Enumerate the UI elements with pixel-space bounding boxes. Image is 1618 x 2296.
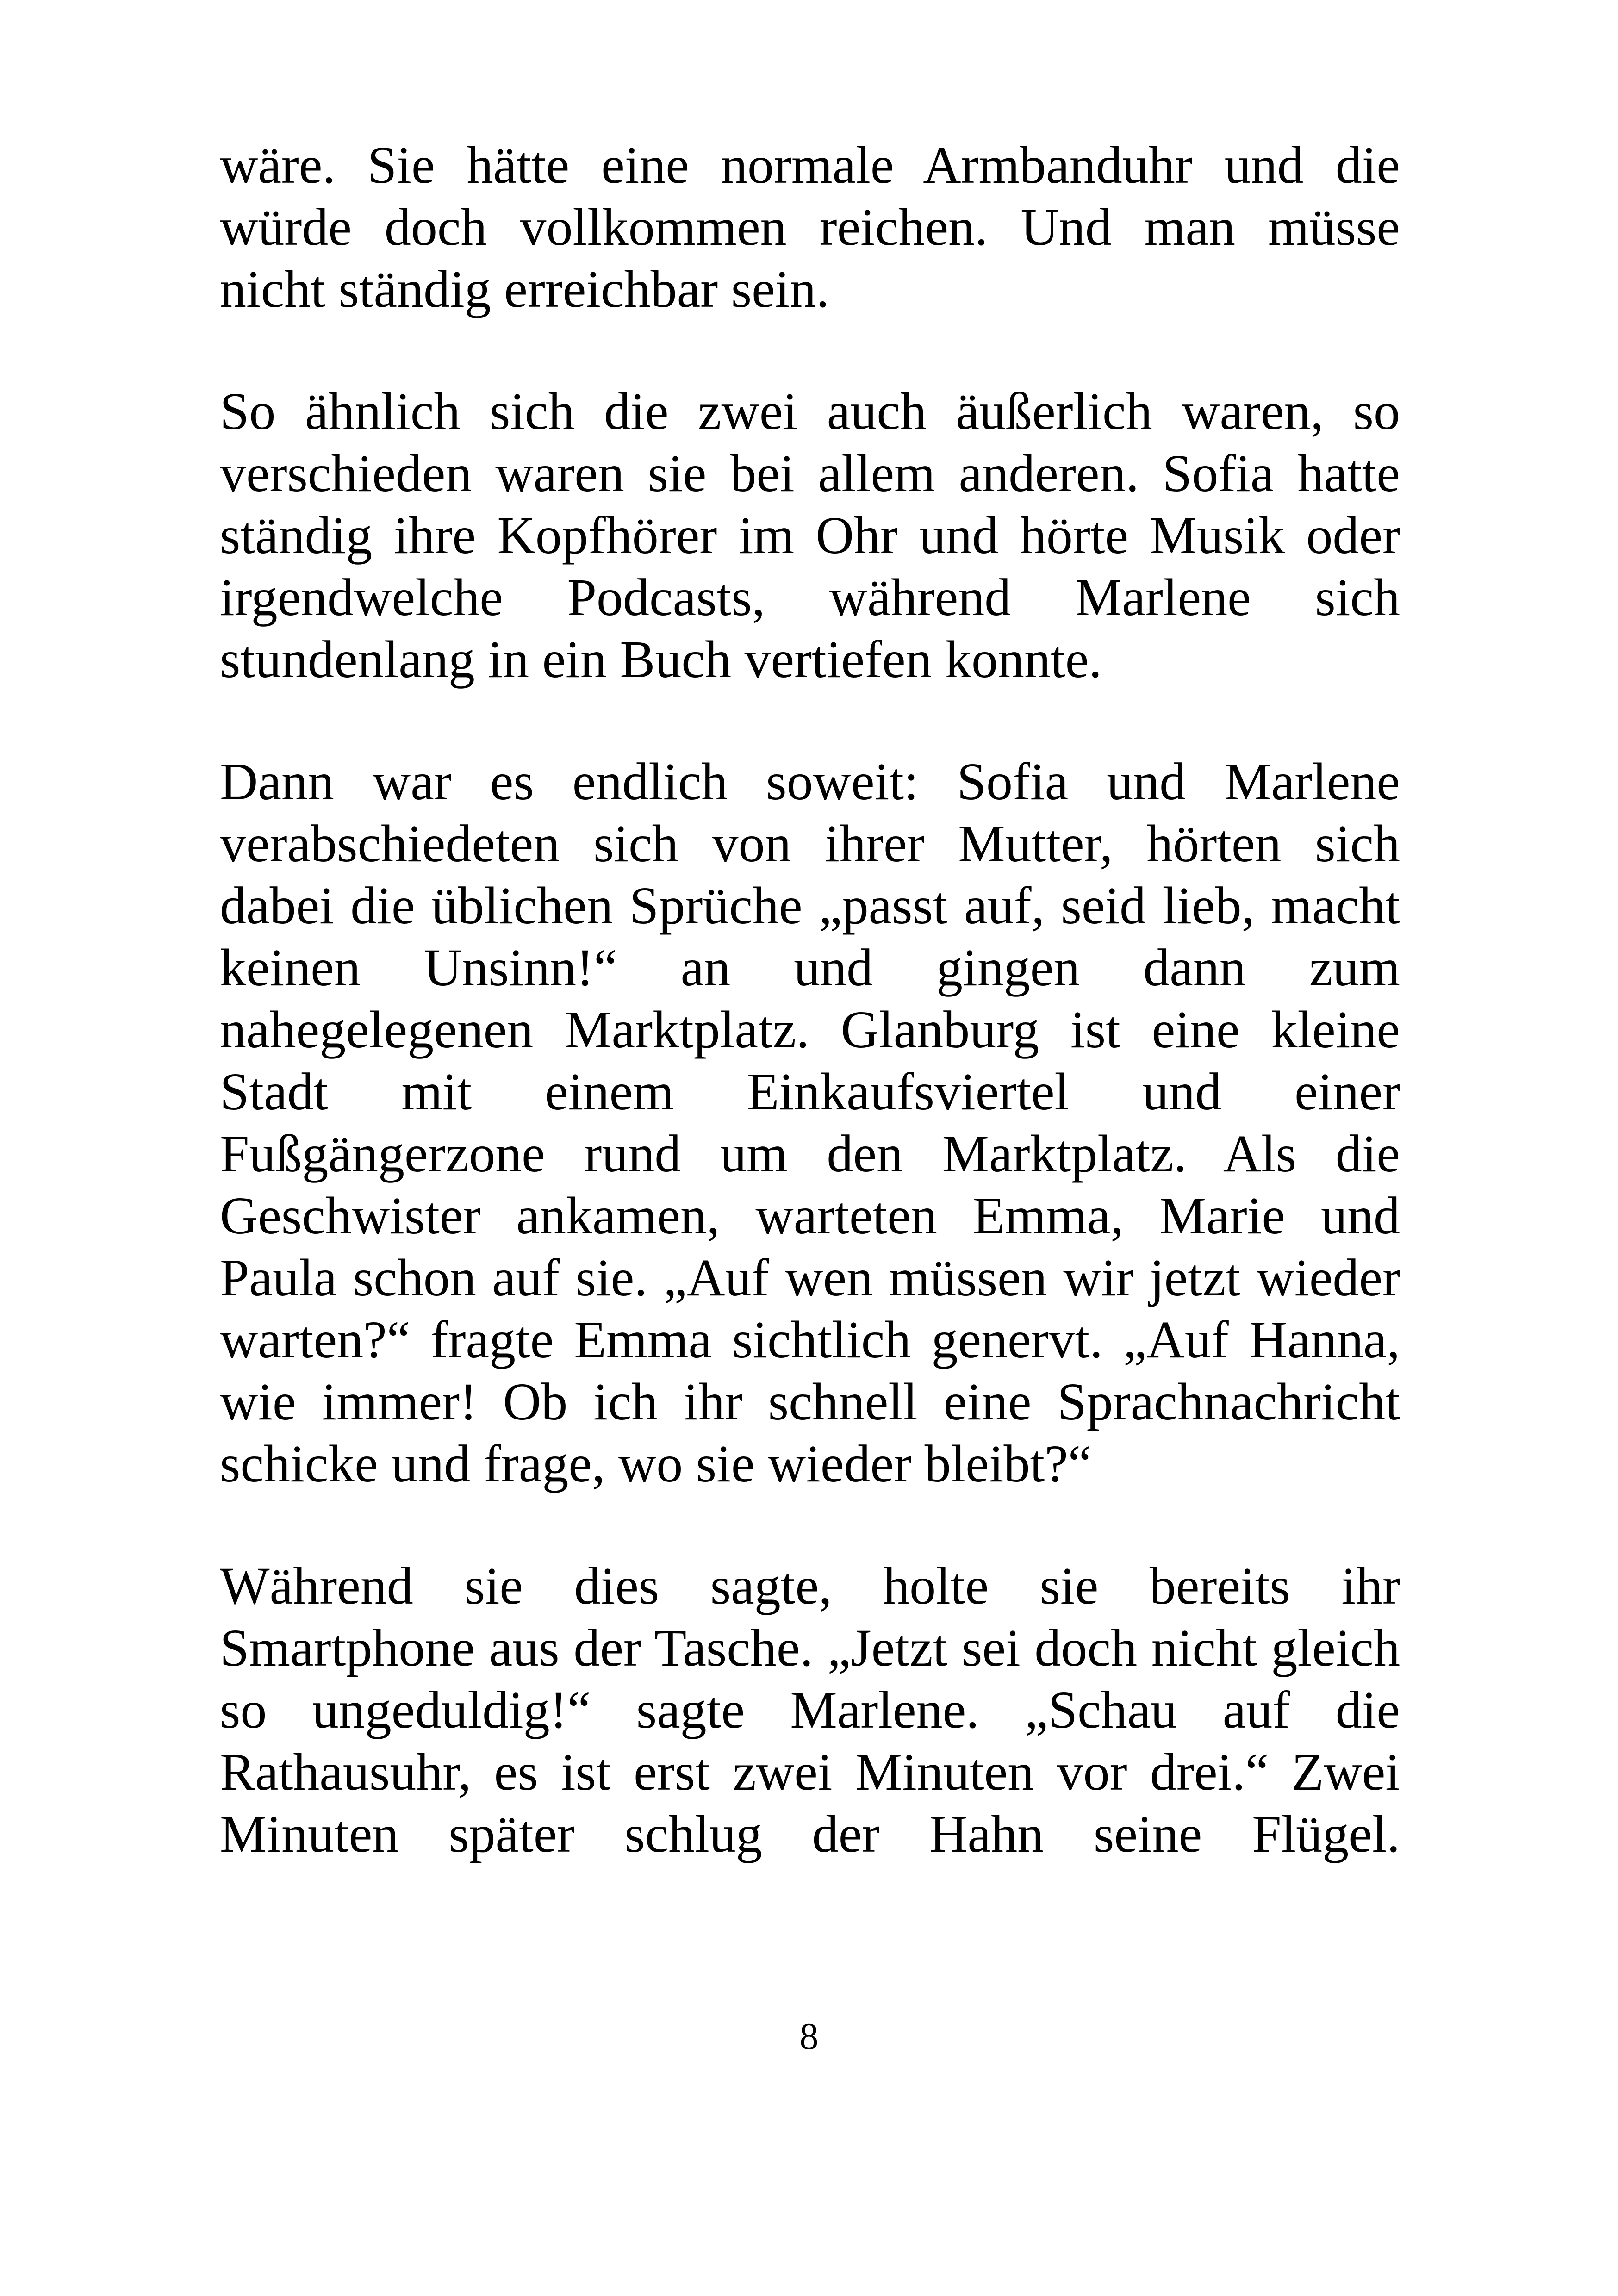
paragraph-4: Während sie dies sagte, holte sie bereits ihr Smartphone aus der Tasche. „Jetzt sei doch nicht gleich so ungeduldig!“ sagte Marlene. „Schau auf die Rathausuhr, es ist erst zwei Minuten vor drei.“ Zwei Minuten später schlug der Hahn seine Flügel. bbox=[220, 1556, 1400, 1863]
page-number: 8 bbox=[799, 2015, 819, 2057]
paragraph-1: wäre. Sie hätte eine normale Armbanduhr und die würde doch vollkommen reichen. Und man müsse nicht ständig erreichbar sein. bbox=[220, 136, 1400, 318]
paragraph-2: So ähnlich sich die zwei auch äußerlich waren, so verschieden waren sie bei allem anderen. Sofia hatte ständig ihre Kopfhörer im Ohr und hörte Musik oder irgendwelche Podcasts, während Marlene sich stundenlang in ein Buch vertiefen konnte. bbox=[220, 382, 1400, 689]
paragraph-3: Dann war es endlich soweit: Sofia und Marlene verabschiedeten sich von ihrer Mutter, hörten sich dabei die üblichen Sprüche „passt auf, seid lieb, macht keinen Unsinn!“ an und gingen dann zum nahegelegenen Marktplatz. Glanburg ist eine kleine Stadt mit einem Einkaufsviertel und einer Fußgängerzone rund um den Marktplatz. Als die Geschwister ankamen, warteten Emma, Marie und Paula schon auf sie. „Auf wen müssen wir jetzt wieder warten?“ fragte Emma sichtlich genervt. „Auf Hanna, wie immer! Ob ich ihr schnell eine Sprachnachricht schicke und frage, wo sie wieder bleibt?“ bbox=[220, 752, 1400, 1493]
page-body bbox=[220, 134, 1400, 1925]
